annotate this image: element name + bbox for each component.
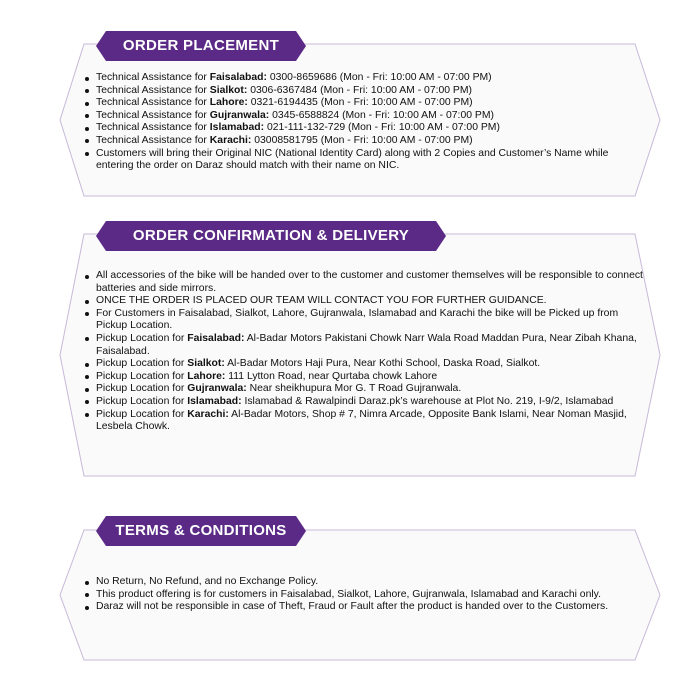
list-item: Technical Assistance for Sialkot: 0306-6367484 (Mon - Fri: 10:00 AM - 07:00 PM) <box>84 85 644 98</box>
list-item: Technical Assistance for Islamabad: 021-111-132-729 (Mon - Fri: 10:00 AM - 07:00 PM) <box>84 122 644 135</box>
list-item: Pickup Location for Karachi: Al-Badar Motors, Shop # 7, Nimra Arcade, Opposite Bank Islami, Near Noman Masjid, Lesbela Chowk. <box>84 409 644 434</box>
order-confirmation-title: ORDER CONFIRMATION & DELIVERY <box>132 227 410 244</box>
list-item: All accessories of the bike will be handed over to the customer and customer themselves will be responsible to connect batteries and side mirrors. <box>84 270 644 295</box>
list-item: No Return, No Refund, and no Exchange Policy. <box>84 576 644 589</box>
order-confirmation-list <box>84 270 644 434</box>
terms-section <box>0 500 700 684</box>
list-item: Technical Assistance for Gujranwala: 0345-6588824 (Mon - Fri: 10:00 AM - 07:00 PM) <box>84 110 644 123</box>
order-confirmation-section <box>0 210 700 500</box>
terms-title: TERMS & CONDITIONS <box>115 522 287 539</box>
list-item: This product offering is for customers in Faisalabad, Sialkot, Lahore, Gujranwala, Islamabad and Karachi only. <box>84 589 644 602</box>
list-item: Pickup Location for Gujranwala: Near sheikhupura Mor G. T Road Gujranwala. <box>84 383 644 396</box>
terms-list <box>84 576 644 614</box>
list-item: Pickup Location for Faisalabad: Al-Badar Motors Pakistani Chowk Narr Wala Road Maddan Pura, Near Zibah Khana, Faisalabad. <box>84 333 644 358</box>
list-item: For Customers in Faisalabad, Sialkot, Lahore, Gujranwala, Islamabad and Karachi the bike will be Picked up from Pickup Location. <box>84 308 644 333</box>
list-item: Technical Assistance for Karachi: 03008581795 (Mon - Fri: 10:00 AM - 07:00 PM) <box>84 135 644 148</box>
order-placement-banner <box>96 31 306 61</box>
list-item: Customers will bring their Original NIC (National Identity Card) along with 2 Copies and Customer’s Name while entering the order on Daraz should match with their name on NIC. <box>84 148 644 173</box>
list-item: Daraz will not be responsible in case of Theft, Fraud or Fault after the product is handed over to the Customers. <box>84 601 644 614</box>
order-placement-title: ORDER PLACEMENT <box>122 37 280 54</box>
list-item: Pickup Location for Sialkot: Al-Badar Motors Haji Pura, Near Kothi School, Daska Road, Sialkot. <box>84 358 644 371</box>
order-placement-section <box>0 0 700 210</box>
list-item: Technical Assistance for Faisalabad: 0300-8659686 (Mon - Fri: 10:00 AM - 07:00 PM) <box>84 72 644 85</box>
list-item: Pickup Location for Islamabad: Islamabad & Rawalpindi Daraz.pk’s warehouse at Plot No. 219, I-9/2, Islamabad <box>84 396 644 409</box>
order-placement-list <box>84 72 644 173</box>
terms-banner <box>96 516 306 546</box>
list-item: ONCE THE ORDER IS PLACED OUR TEAM WILL CONTACT YOU FOR FURTHER GUIDANCE. <box>84 295 644 308</box>
list-item: Technical Assistance for Lahore: 0321-6194435 (Mon - Fri: 10:00 AM - 07:00 PM) <box>84 97 644 110</box>
order-confirmation-banner <box>96 221 446 251</box>
list-item: Pickup Location for Lahore: 111 Lytton Road, near Qurtaba chowk Lahore <box>84 371 644 384</box>
